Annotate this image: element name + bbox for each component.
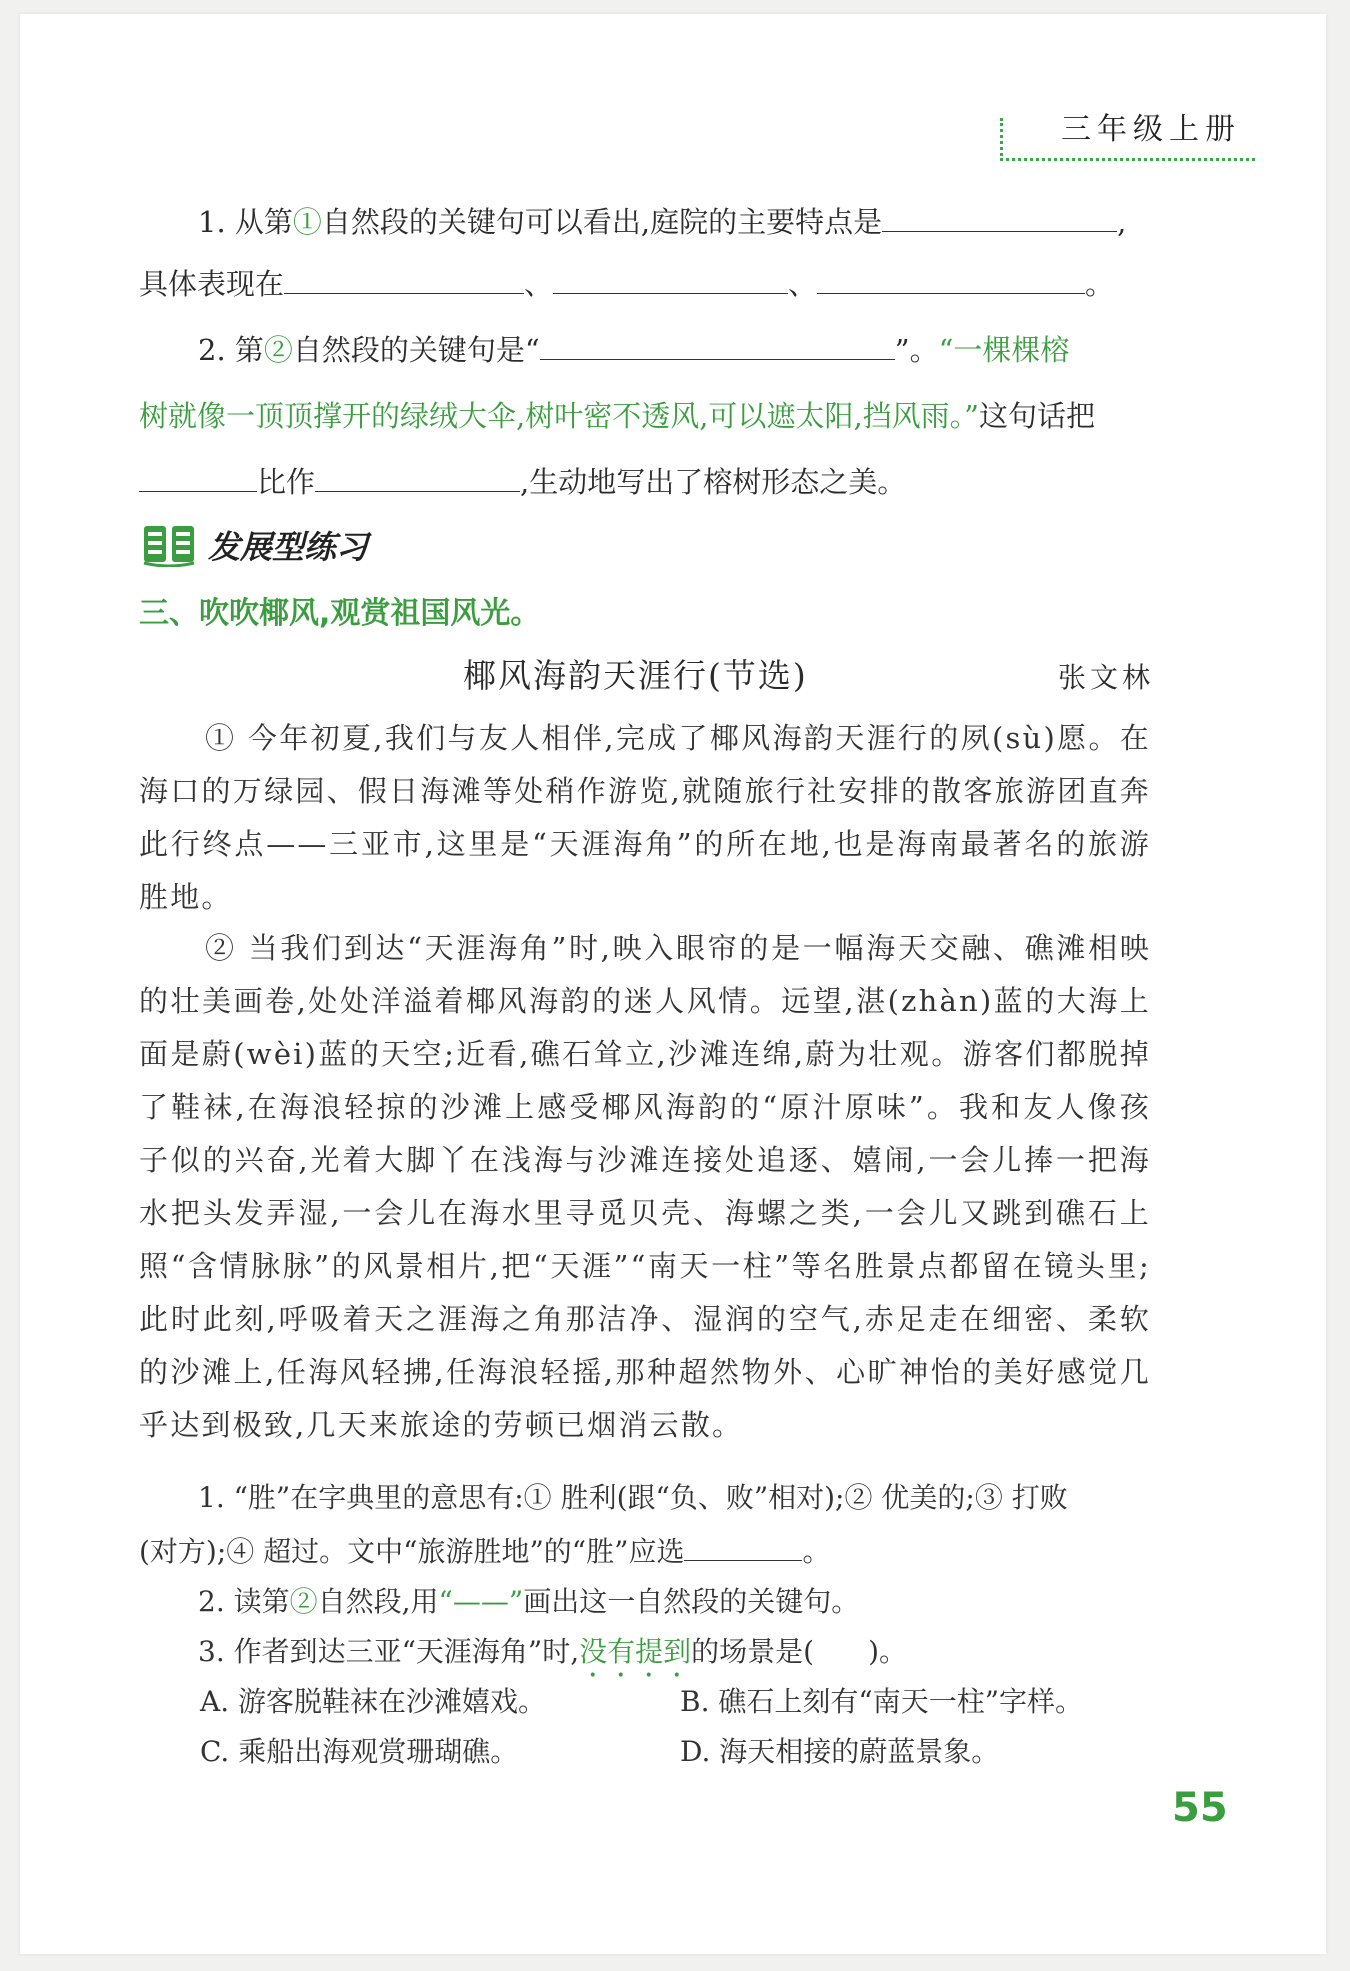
p2-question-1-line1: 1. 从第①自然段的关键句可以看出,庭院的主要特点是 , [198,200,1126,241]
option-b[interactable]: B. 礁石上刻有“南天一柱”字样。 [680,1685,1084,1718]
page-number: 55 [1172,1785,1228,1831]
article-author: 张文林 [1058,661,1155,694]
p2-question-2-line3: 比作 ,生动地写出了榕树形态之美。 [139,460,906,501]
answer-blank[interactable] [284,263,524,294]
answer-blank[interactable] [553,263,788,294]
article-title: 椰风海韵天涯行(节选) [463,656,808,695]
option-c[interactable]: C. 乘船出海观赏珊瑚礁。 [200,1735,519,1768]
emphasis-dots-text: 没有提到 [579,1635,692,1668]
question-1-line2: (对方);④ 超过。文中“旅游胜地”的“胜”应选 。 [139,1530,830,1570]
p2-question-2-line1: 2. 第②自然段的关键句是“ ”。“一棵棵榕 [198,328,1069,369]
section-3-heading: 三、吹吹椰风,观赏祖国风光。 [139,596,541,631]
p2-question-2-line2: 树就像一顶顶撑开的绿绒大伞,树叶密不透风,可以遮太阳,挡风雨。”这句话把 [139,399,1095,433]
question-3: 3. 作者到达三亚“天涯海角”时,没有提到的场景是( )。 [198,1635,908,1668]
grade-label: 三年级上册 [1055,104,1247,148]
option-a[interactable]: A. 游客脱鞋袜在沙滩嬉戏。 [200,1685,547,1718]
article-paragraph-1: ① 今年初夏,我们与友人相伴,完成了椰风海韵天涯行的夙(sù)愿。在海口的万绿园、假日海滩等处稍作游览,就随旅行社安排的散客旅游团直奔此行终点——三亚市,这里是“天涯海角”的所在地,也是海南最著名的旅游胜地。 [139,721,1151,914]
article-paragraph-2: ② 当我们到达“天涯海角”时,映入眼帘的是一幅海天交融、礁滩相映的壮美画卷,处处洋溢着椰风海韵的迷人风情。远望,湛(zhàn)蓝的大海上面是蔚(wèi)蓝的天空;近看,礁石耸立,沙滩连绵,蔚为壮观。游客们都脱掉了鞋袜,在海浪轻掠的沙滩上感受椰风海韵的“原汁原味”。我和友人像孩子似的兴奋,光着大脚丫在浅海与沙滩连接处追逐、嬉闹,一会儿捧一把海水把头发弄湿,一会儿在海水里寻觅贝壳、海螺之类,一会儿又跳到礁石上照“含情脉脉”的风景相片,把“天涯”“南天一柱”等名胜景点都留在镜头里;此时此刻,呼吸着天之涯海之角那洁净、湿润的空气,赤足走在细密、柔软的沙滩上,任海风轻拂,任海浪轻摇,那种超然物外、心旷神怡的美好感觉几乎达到极致,几天来旅途的劳顿已烟消云散。 [139,931,1151,1442]
book-icon [142,523,198,567]
answer-blank[interactable] [139,461,257,492]
option-d[interactable]: D. 海天相接的蔚蓝景象。 [680,1735,1000,1768]
answer-blank[interactable] [817,263,1085,294]
answer-blank[interactable] [684,1530,802,1561]
answer-blank[interactable] [882,201,1117,232]
answer-blank[interactable] [315,461,520,492]
grade-label-box [1000,112,1255,161]
question-1-line1: 1. “胜”在字典里的意思有:① 胜利(跟“负、败”相对);② 优美的;③ 打败 [198,1481,1068,1514]
answer-blank[interactable] [540,329,895,360]
question-2: 2. 读第②自然段,用“——”画出这一自然段的关键句。 [198,1585,860,1618]
section-heading-development: 发展型练习 [142,522,368,568]
p2-question-1-line2: 具体表现在 、 、 。 [139,262,1114,303]
